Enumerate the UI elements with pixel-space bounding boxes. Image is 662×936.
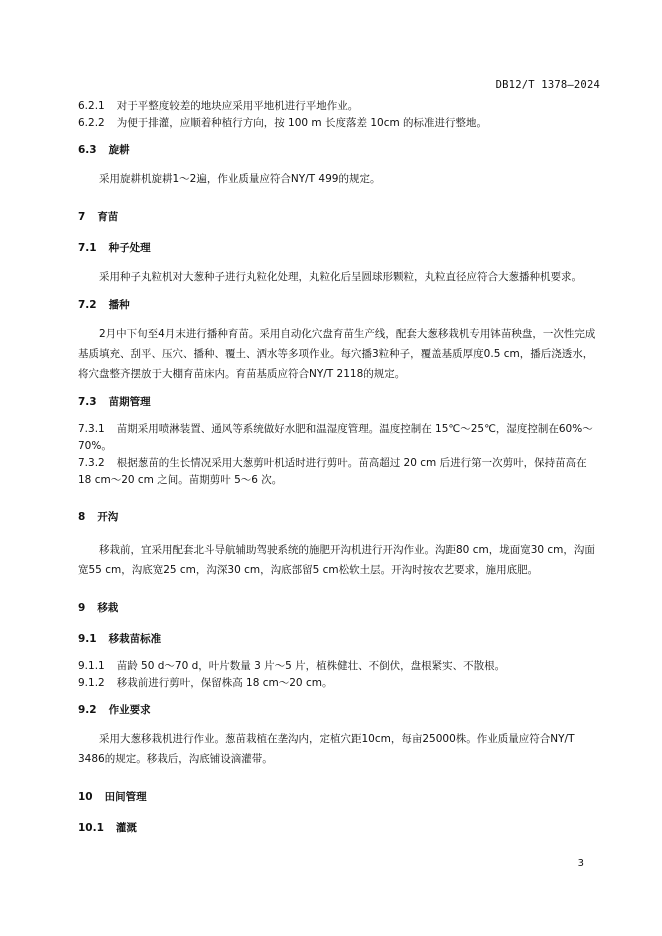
clause-number: 6.2.1 <box>78 100 105 112</box>
heading-text: 苗期管理 <box>108 396 151 408</box>
clause-6-2-2 <box>78 115 600 132</box>
heading-text: 作业要求 <box>108 704 151 716</box>
clause-9-1-2 <box>78 675 600 692</box>
heading-text: 种子处理 <box>108 242 151 254</box>
paragraph-sowing: 2月中下旬至4月末进行播种育苗。采用自动化穴盘育苗生产线，配套大葱移栽机专用钵苗秧盘，一次性完成基质填充、刮平、压穴、播种、覆土、洒水等多项作业。每穴播3粒种子，覆盖基质厚度0.5 cm，播后浇透水，将穴盘整齐摆放于大棚育苗床内。育苗基质应符合NY/T 2118的规定。 <box>78 328 596 380</box>
document-body <box>78 98 600 837</box>
clause-text: 移栽前进行剪叶，保留株高 18 cm～20 cm。 <box>116 677 333 689</box>
heading-number: 9.1 <box>78 633 97 645</box>
paragraph-transplant-operation: 采用大葱移栽机进行作业。葱苗栽植在垄沟内，定植穴距10cm，每亩25000株。作业质量应符合NY/T 3486的规定。移栽后，沟底铺设滴灌带。 <box>78 733 575 765</box>
standard-code: DB12/T 1378—2024 <box>495 79 600 91</box>
paragraph-trenching: 移栽前，宜采用配套北斗导航辅助驾驶系统的施肥开沟机进行开沟作业。沟距80 cm，垅面宽30 cm，沟面宽55 cm，沟底宽25 cm，沟深30 cm，沟底部留5 cm松软土层。开沟时按农艺要求，施用底肥。 <box>78 544 595 576</box>
heading-9-2 <box>78 702 600 719</box>
heading-9-1 <box>78 631 600 648</box>
heading-text: 移栽苗标准 <box>108 633 162 645</box>
heading-text: 旋耕 <box>108 144 130 156</box>
heading-text: 开沟 <box>97 511 119 523</box>
heading-7-3 <box>78 394 600 411</box>
heading-7-2 <box>78 297 600 314</box>
page-number: 3 <box>577 858 584 869</box>
clause-7-3-1 <box>78 421 600 455</box>
heading-text: 灌溉 <box>115 822 137 834</box>
heading-number: 10.1 <box>78 822 104 834</box>
clause-number: 6.2.2 <box>78 117 105 129</box>
paragraph-rotary-tillage: 采用旋耕机旋耕1～2遍，作业质量应符合NY/T 499的规定。 <box>99 173 381 185</box>
heading-number: 9.2 <box>78 704 97 716</box>
heading-7 <box>78 209 600 226</box>
paragraph-seed-treatment: 采用种子丸粒机对大葱种子进行丸粒化处理，丸粒化后呈圆球形颗粒，丸粒直径应符合大葱播种机要求。 <box>99 271 582 283</box>
clause-number: 7.3.2 <box>78 457 105 469</box>
heading-7-1 <box>78 240 600 257</box>
clause-7-3-2 <box>78 455 600 489</box>
heading-number: 7.3 <box>78 396 97 408</box>
clause-text: 苗龄 50 d～70 d，叶片数量 3 片～5 片，植株健壮、不倒伏，盘根紧实、不散根。 <box>116 660 506 672</box>
clause-number: 9.1.1 <box>78 660 105 672</box>
heading-text: 田间管理 <box>104 791 147 803</box>
clause-text: 根据葱苗的生长情况采用大葱剪叶机适时进行剪叶。苗高超过 20 cm 后进行第一次剪叶，保持苗高在 18 cm～20 cm 之间。苗期剪叶 5～6 次。 <box>78 457 587 486</box>
heading-number: 7 <box>78 211 86 223</box>
heading-text: 育苗 <box>97 211 119 223</box>
heading-8 <box>78 509 600 526</box>
clause-text: 对于平整度较差的地块应采用平地机进行平地作业。 <box>116 100 359 112</box>
heading-10-1 <box>78 820 600 837</box>
heading-number: 9 <box>78 602 86 614</box>
clause-number: 9.1.2 <box>78 677 105 689</box>
heading-text: 播种 <box>108 299 130 311</box>
heading-text: 移栽 <box>97 602 119 614</box>
heading-number: 7.2 <box>78 299 97 311</box>
clause-number: 7.3.1 <box>78 423 105 435</box>
clause-text: 为便于排灌，应顺着种植行方向，按 100 m 长度落差 10cm 的标准进行整地。 <box>116 117 488 129</box>
heading-number: 8 <box>78 511 86 523</box>
heading-6-3 <box>78 142 600 159</box>
heading-number: 7.1 <box>78 242 97 254</box>
heading-number: 6.3 <box>78 144 97 156</box>
heading-10 <box>78 789 600 806</box>
clause-6-2-1 <box>78 98 600 115</box>
clause-9-1-1 <box>78 658 600 675</box>
heading-number: 10 <box>78 791 93 803</box>
heading-9 <box>78 600 600 617</box>
clause-text: 苗期采用喷淋装置、通风等系统做好水肥和温湿度管理。温度控制在 15℃～25℃，湿度控制在60%～70%。 <box>78 423 593 452</box>
